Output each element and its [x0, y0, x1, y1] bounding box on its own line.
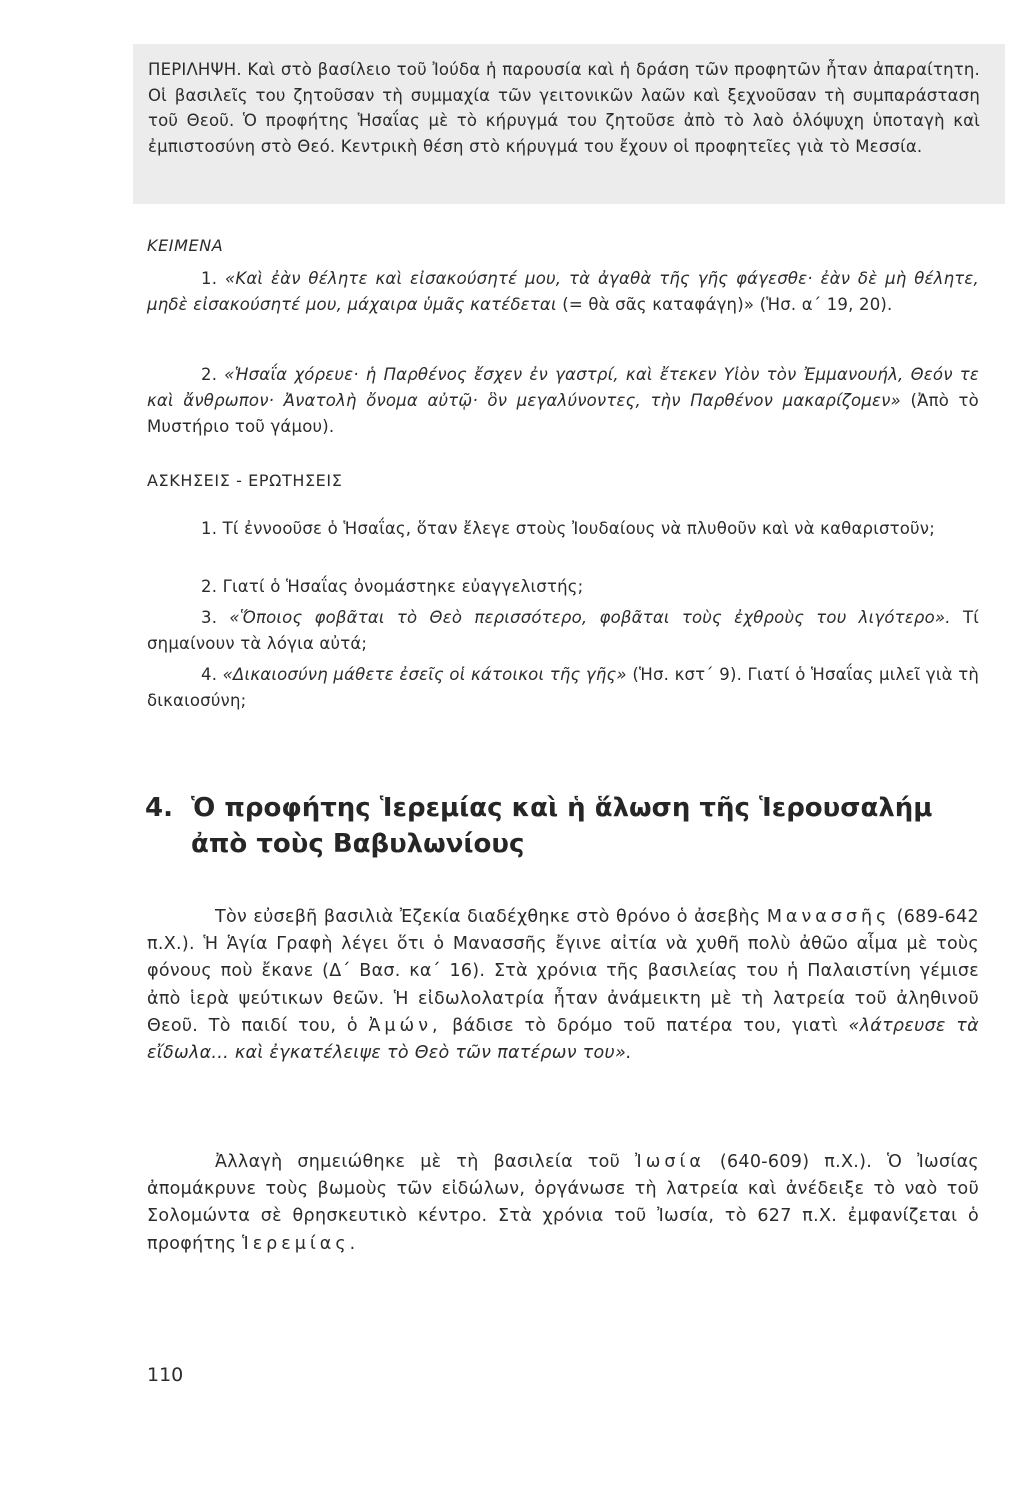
- question-4-number: 4.: [201, 665, 218, 684]
- body-p2-part-a: Ἀλλαγὴ σημειώθηκε μὲ τὴ βασιλεία τοῦ: [215, 1152, 621, 1172]
- question-1-text: 1. Τί ἐννοοῦσε ὁ Ἡσαΐας, ὅταν ἔλεγε στοὺς Ἰουδαίους νὰ πλυθοῦν καὶ νὰ καθαριστοῦν;: [201, 519, 935, 538]
- question-1: [147, 516, 979, 542]
- page-number: 110: [147, 1364, 184, 1386]
- text-item-1-quote: «Καὶ ἐὰν θέλητε καὶ εἰσακούσητέ μου, τὰ ἀγαθὰ τῆς γῆς φάγεσθε· ἐὰν δὲ μὴ θέλητε, μηδὲ εἰσακούσητέ μου, μάχαιρα ὑμᾶς κατέδεται: [147, 269, 979, 314]
- question-4-rest: (Ἡσ. κστ΄ 9). Γιατί ὁ Ἡσαΐας μιλεῖ γιὰ τὴ δικαιοσύνη;: [147, 665, 979, 710]
- chapter-number: 4.: [145, 793, 173, 823]
- question-3-rest: Τί σημαίνουν τὰ λόγια αὐτά;: [147, 608, 979, 653]
- text-item-1-ref: (= θὰ σᾶς καταφάγη)» (Ἡσ. α΄ 19, 20).: [562, 295, 893, 314]
- chapter-title-line-2: ἀπὸ τοὺς Βαβυλωνίους: [191, 829, 525, 859]
- question-3: [147, 605, 979, 657]
- body-paragraph-1: [147, 904, 979, 1067]
- question-2-text: 2. Γιατί ὁ Ἡσαΐας ὀνομάστηκε εὐαγγελιστής;: [201, 577, 584, 596]
- body-p1-part-c: βάδισε τὸ δρόμο τοῦ πατέρα του, γιατὶ: [452, 1015, 838, 1036]
- body-p2-name-jeremiah: Ἱερεμίας.: [242, 1233, 360, 1254]
- text-item-2: [147, 362, 979, 440]
- chapter-heading: [145, 790, 995, 862]
- body-p1-part-b: (689-642 π.Χ.). Ἡ Ἁγία Γραφὴ λέγει ὅτι ὁ Μανασσῆς ἔγινε αἰτία νὰ χυθῆ πολὺ ἀθῶο αἷμα μὲ τοὺς φόνους ποὺ ἔκανε (Δ΄ Βασ. κα΄ 16). Στὰ χρόνια τῆς βασιλείας του ἡ Παλαιστίνη γέμισε ἀπὸ ἱερὰ ψεύτικων θεῶν. Ἡ εἰδωλολατρία ἦταν ἀνάμεικτη μὲ τὴ λατρεία τοῦ ἀληθινοῦ Θεοῦ. Τὸ παιδί του, ὁ: [147, 907, 979, 1036]
- text-item-1-number: 1.: [201, 269, 218, 288]
- text-item-2-number: 2.: [201, 365, 218, 384]
- texts-heading: ΚΕΙΜΕΝΑ: [147, 236, 224, 255]
- body-p1-part-a: Τὸν εὐσεβῆ βασιλιὰ Ἐζεκία διαδέχθηκε στὸ θρόνο ὁ ἀσεβὴς: [215, 907, 761, 927]
- body-p1-name-manasseh: Μανασσῆς: [766, 907, 891, 927]
- question-3-number: 3.: [201, 608, 218, 627]
- body-p1-name-amon: Ἀμών,: [368, 1015, 442, 1036]
- text-item-2-ref: (Ἀπὸ τὸ Μυστήριο τοῦ γάμου).: [147, 391, 979, 436]
- summary-text: ΠΕΡΙΛΗΨΗ. Καὶ στὸ βασίλειο τοῦ Ἰούδα ἡ παρουσία καὶ ἡ δράση τῶν προφητῶν ἦταν ἀπαραίτητη. Οἱ βασιλεῖς του ζητοῦσαν τὴ συμμαχία τῶν γειτονικῶν λαῶν καὶ ξεχνοῦσαν τὴ συμπαράσταση τοῦ Θεοῦ. Ὁ προφήτης Ἡσαΐας μὲ τὸ κήρυγμά του ζητοῦσε ἀπὸ τὸ λαὸ ὁλόψυχη ὑποταγὴ καὶ ἐμπιστοσύνη στὸ Θεό. Κεντρικὴ θέση στὸ κήρυγμά του ἔχουν οἱ προφητεῖες γιὰ τὸ Μεσσία.: [148, 60, 980, 156]
- question-2: [147, 574, 979, 600]
- chapter-title-line-1: Ὁ προφήτης Ἱερεμίας καὶ ἡ ἅλωση τῆς Ἱερουσαλήμ: [191, 793, 933, 823]
- body-p2-name-josiah: Ἰωσία: [635, 1152, 705, 1172]
- question-3-quote: «Ὅποιος φοβᾶται τὸ Θεὸ περισσότερο, φοβᾶται τοὺς ἐχθροὺς του λιγότερο».: [229, 608, 951, 627]
- summary-box: [133, 44, 1005, 204]
- question-4-quote: «Δικαιοσύνη μάθετε ἐσεῖς οἱ κάτοικοι τῆς γῆς»: [222, 665, 627, 684]
- exercises-heading: ΑΣΚΗΣΕΙΣ - ΕΡΩΤΗΣΕΙΣ: [147, 471, 343, 490]
- body-p2-part-b: (640-609) π.Χ.). Ὁ Ἰωσίας ἀπομάκρυνε τοὺς βωμοὺς τῶν εἰδώλων, ὀργάνωσε τὴ λατρεία καὶ ἀνέδειξε τὸ ναὸ τοῦ Σολομώντα σὲ θρησκευτικὸ κέντρο. Στὰ χρόνια τοῦ Ἰωσία, τὸ 627 π.Χ. ἐμφανίζεται ὁ προφήτης: [147, 1152, 979, 1254]
- body-p1-quote: «λάτρευσε τὰ εἴδωλα... καὶ ἐγκατέλειψε τὸ Θεὸ τῶν πατέρων του».: [147, 1015, 979, 1064]
- question-4: [147, 662, 979, 714]
- text-item-2-quote: «Ἡσαΐα χόρευε· ἡ Παρθένος ἔσχεν ἐν γαστρί, καὶ ἔτεκεν Υἱὸν τὸν Ἐμμανουήλ, Θεόν τε καὶ ἄνθρωπον· Ἀνατολὴ ὄνομα αὐτῷ· ὃν μεγαλύνοντες, τὴν Παρθένον μακαρίζομεν»: [147, 365, 979, 410]
- body-paragraph-2: [147, 1149, 979, 1258]
- text-item-1: [147, 266, 979, 318]
